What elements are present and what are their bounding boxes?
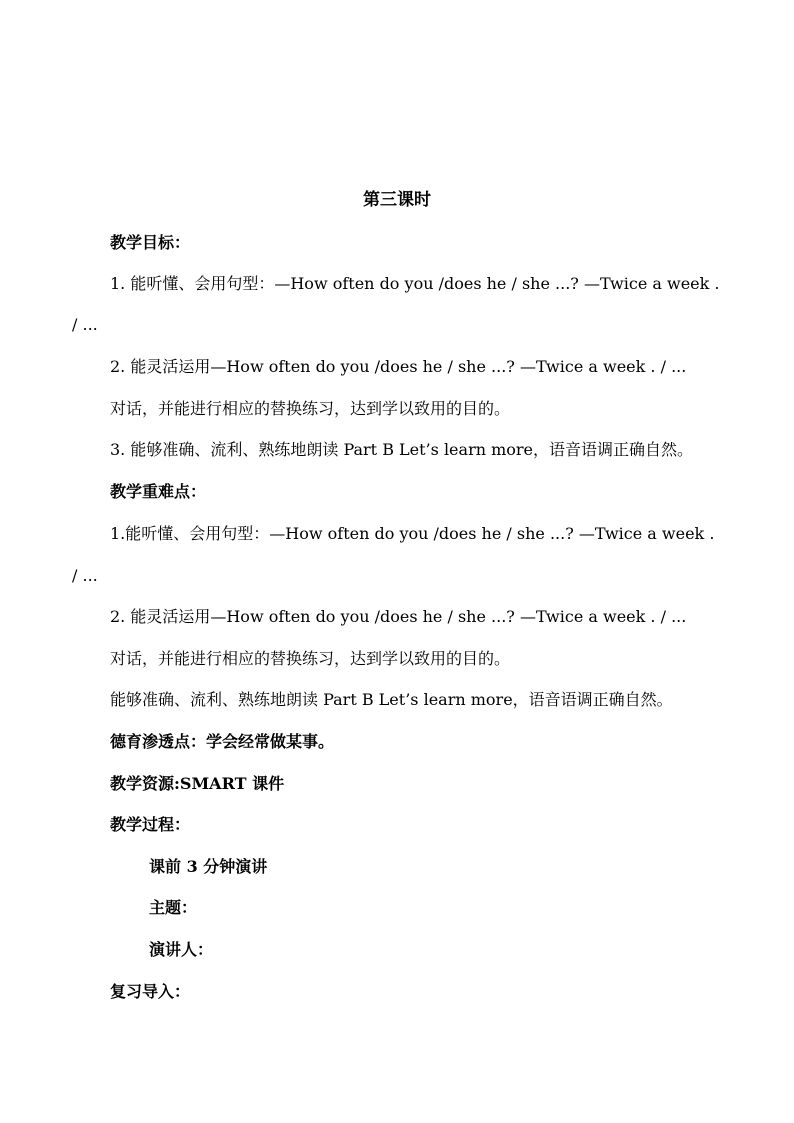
page-title: 第三课时	[363, 190, 431, 210]
key-point-2-line2: 对话，并能进行相应的替换练习，达到学以致用的目的。	[110, 649, 511, 668]
process-heading: 教学过程：	[110, 815, 191, 834]
key-point-3: 能够准确、流利、熟练地朗读 Part B Let’s learn more，语音语调正确自然。	[110, 690, 673, 709]
objective-2-line1: 2. 能灵活运用—How often do you /does he / she ...? —Twice a week . / ...	[110, 357, 687, 376]
key-point-1-line2: / ...	[72, 566, 98, 585]
speech-topic: 主题：	[149, 898, 198, 917]
key-point-2-line1: 2. 能灵活运用—How often do you /does he / she ...? —Twice a week . / ...	[110, 607, 687, 626]
objectives-heading: 教学目标：	[110, 233, 191, 252]
review-intro: 复习导入：	[110, 982, 191, 1001]
speech-speaker: 演讲人：	[149, 940, 214, 959]
objective-1-line1: 1. 能听懂、会用句型：—How often do you /does he / she ...? —Twice a week .	[110, 274, 720, 293]
speech-title: 课前 3 分钟演讲	[149, 857, 268, 876]
key-points-heading: 教学重难点：	[110, 482, 207, 501]
objective-1-line2: / ...	[72, 315, 98, 334]
objective-3: 3. 能够准确、流利、熟练地朗读 Part B Let’s learn more，语音语调正确自然。	[110, 440, 694, 459]
key-point-1-line1: 1.能听懂、会用句型：—How often do you /does he / she ...? —Twice a week .	[110, 524, 715, 543]
objective-2-line2: 对话，并能进行相应的替换练习，达到学以致用的目的。	[110, 399, 511, 418]
teaching-resources: 教学资源:SMART 课件	[110, 774, 285, 793]
moral-education-point: 德育渗透点：学会经常做某事。	[110, 732, 335, 751]
